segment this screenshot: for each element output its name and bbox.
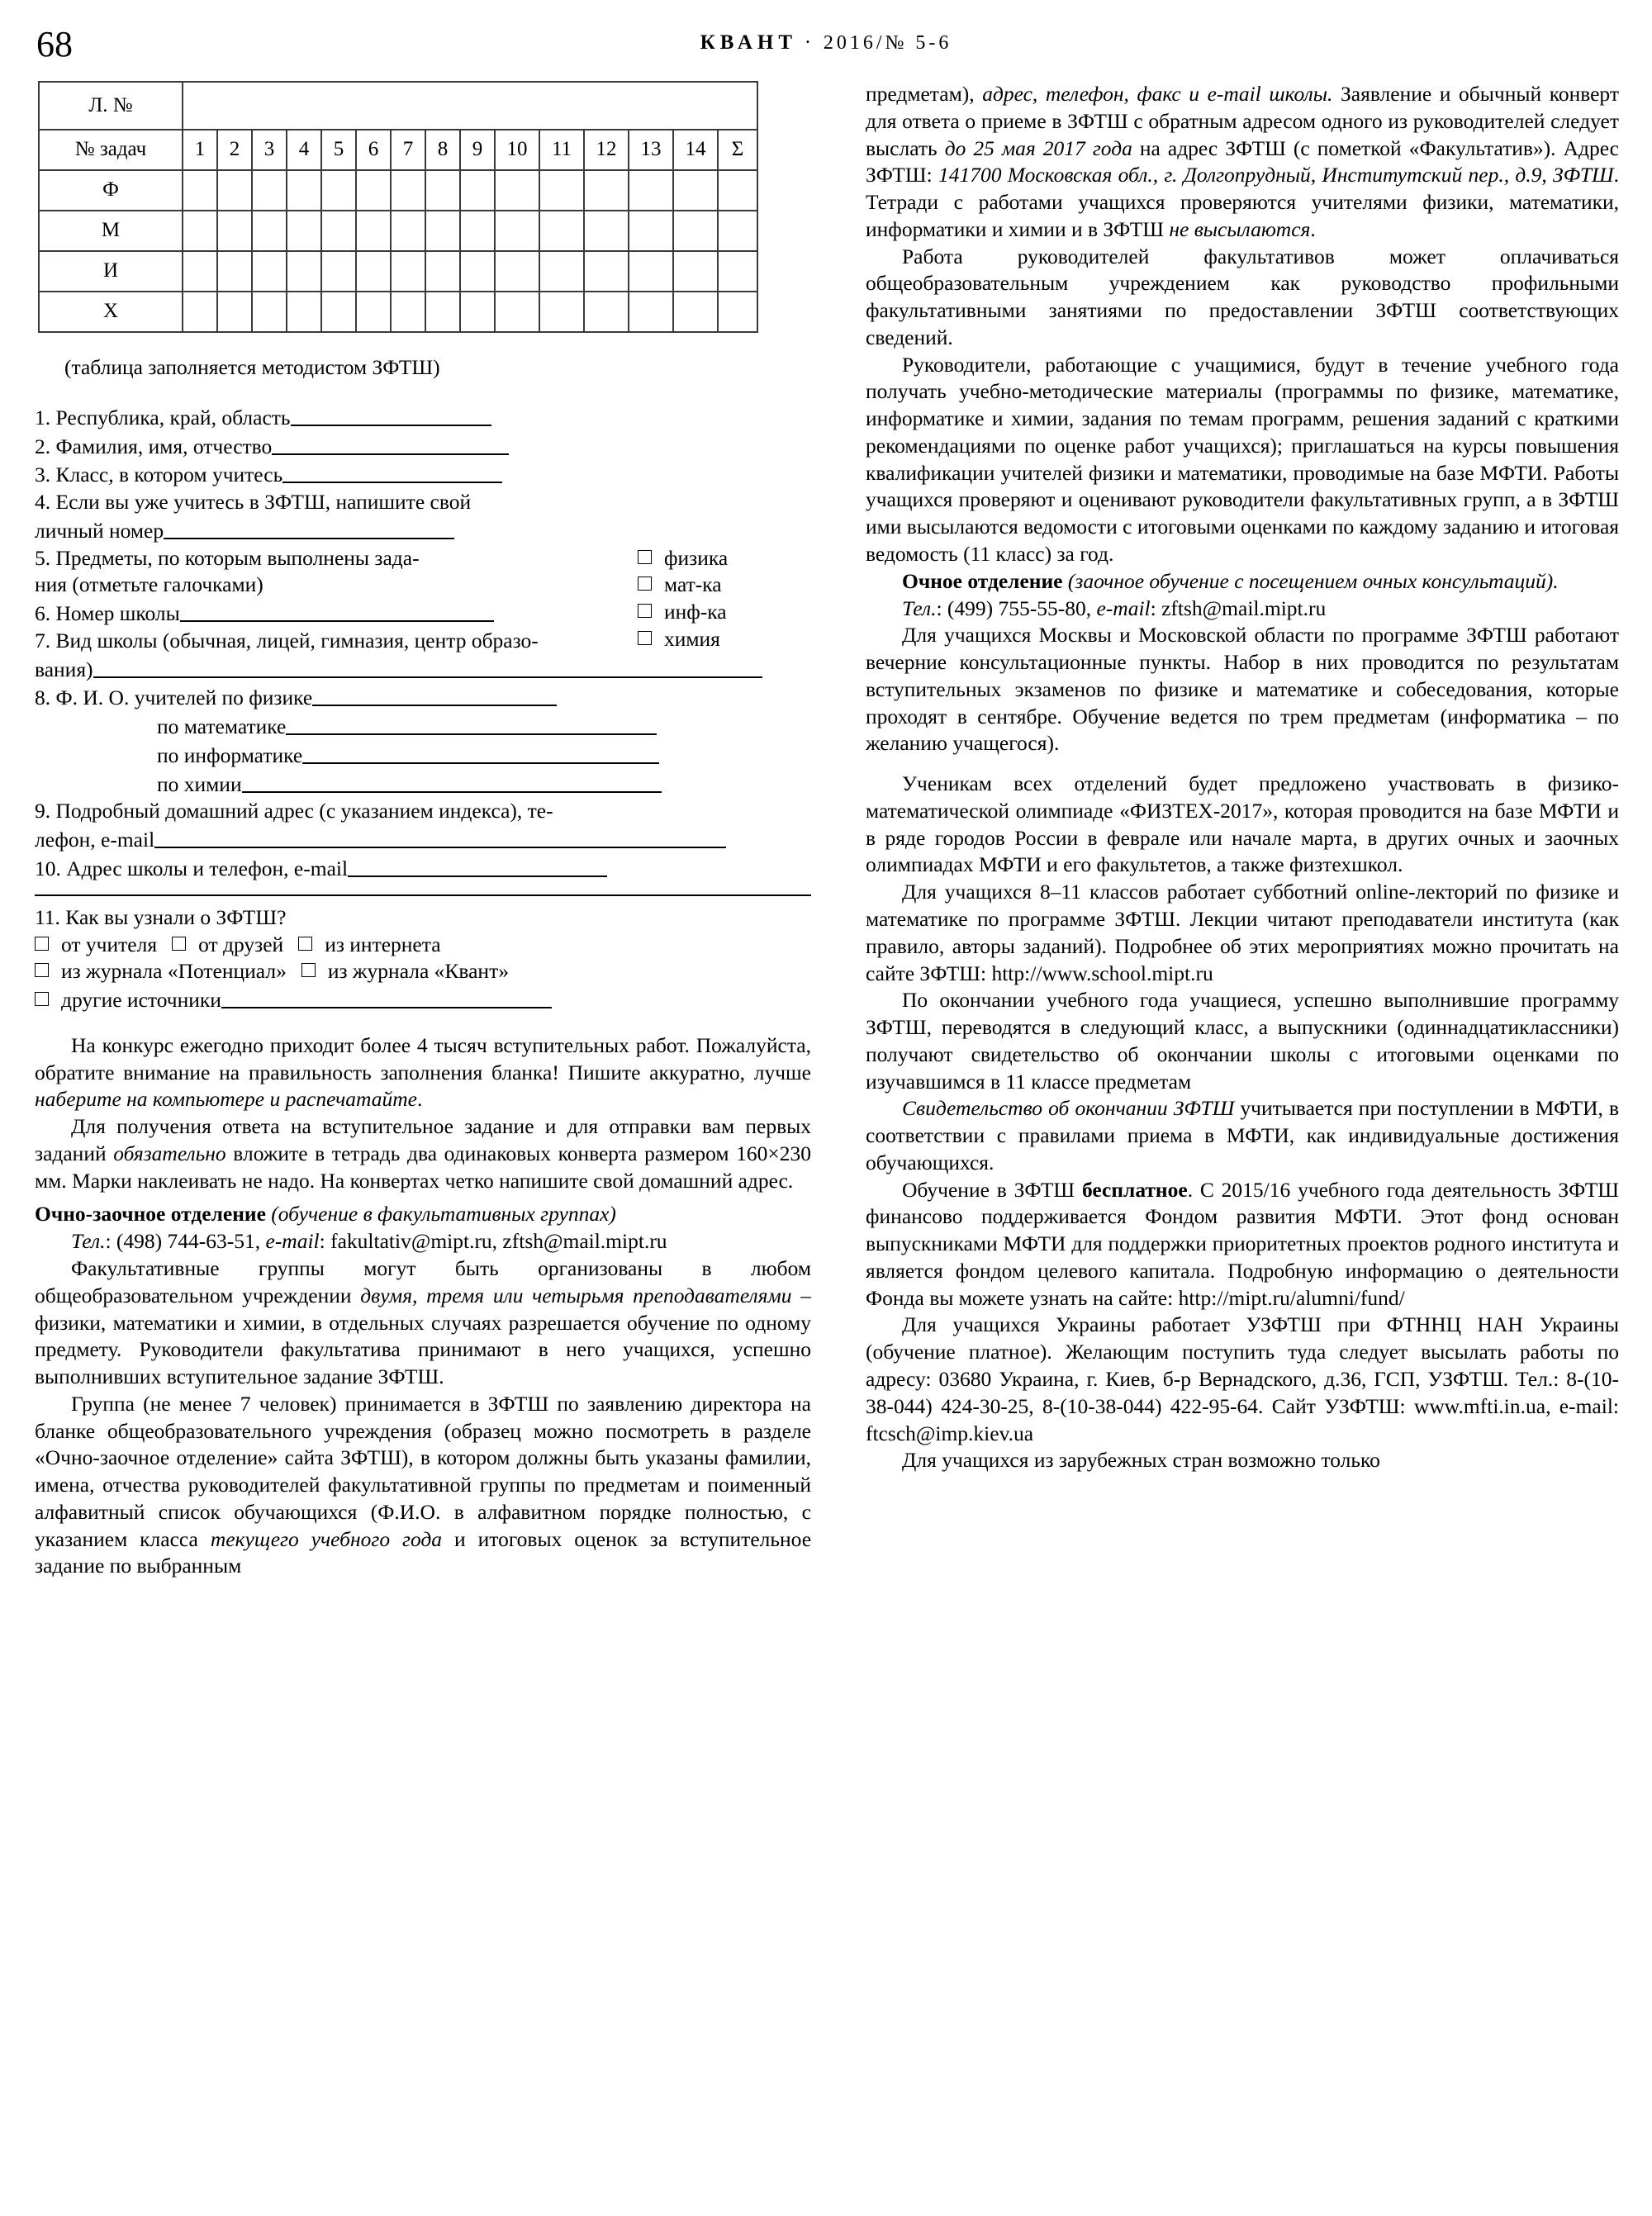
score-cell[interactable] bbox=[321, 211, 356, 251]
task-number-cell: 14 bbox=[673, 130, 718, 170]
score-cell[interactable] bbox=[584, 292, 629, 332]
form-item-label: личный номер bbox=[35, 518, 164, 543]
score-cell[interactable] bbox=[356, 251, 391, 292]
score-cell[interactable] bbox=[356, 170, 391, 211]
form-item-label: по химии bbox=[157, 771, 242, 796]
task-number-cell: 2 bbox=[217, 130, 252, 170]
checkbox-icon[interactable] bbox=[35, 937, 49, 951]
tel-label: Тел. bbox=[71, 1229, 106, 1254]
score-cell-sum[interactable] bbox=[718, 251, 757, 292]
right-p1-italic-3: 141700 Московская обл., г. Долгопрудный, Институтский пер., д.9, ЗФТШ bbox=[938, 163, 1614, 187]
form-item-label: Предметы, по которым выполнены зада- bbox=[55, 545, 420, 570]
form-input-line-8-physics[interactable] bbox=[312, 683, 557, 706]
checkbox-icon[interactable] bbox=[298, 937, 312, 951]
right-p9-b: . С 2015/16 учебного года деятельность ЗФТШ финансово поддерживается Фондом развития МФТИ. Этот фонд основан выпускниками МФТИ для поддержки приоритетных проектов родного института и является фондом целевого капитала. Подробную информацию о деятельности Фонда вы можете узнать на сайте: http://mipt.ru/alumni/fund/ bbox=[866, 1177, 1619, 1310]
task-number-cell: 7 bbox=[391, 130, 425, 170]
form-item-10 bbox=[35, 854, 811, 883]
right-p9-bold: бесплатное bbox=[1081, 1177, 1188, 1202]
score-cell[interactable] bbox=[673, 170, 718, 211]
email-value[interactable]: : fakultativ@mipt.ru, zftsh@mail.mipt.ru bbox=[319, 1229, 667, 1254]
tel-value: : (499) 755-55-80, bbox=[936, 596, 1097, 620]
score-cell[interactable] bbox=[356, 292, 391, 332]
task-number-cell: 13 bbox=[629, 130, 673, 170]
form-item-label: вания) bbox=[35, 657, 93, 681]
form-item-11-row1 bbox=[35, 932, 811, 959]
score-cell[interactable] bbox=[539, 211, 584, 251]
left-column bbox=[35, 81, 811, 1580]
score-cell[interactable] bbox=[356, 211, 391, 251]
checkbox-icon[interactable] bbox=[35, 963, 49, 977]
right-paragraph-4: Для учащихся Москвы и Московской области по программе ЗФТШ работают вечерние консультационные пункты. Набор в них проводится по результатам вступительных экзаменов по физике и математике и собеседования, которые проходят в сентябре. Обучение ведется по трем предметам (информатика – по желанию учащегося). bbox=[866, 623, 1619, 756]
form-input-line-11-other[interactable] bbox=[221, 985, 552, 1008]
right-p1-a: предметам), bbox=[866, 82, 983, 106]
score-cell[interactable] bbox=[287, 251, 321, 292]
running-head-separator: · bbox=[804, 31, 817, 54]
q11-option-kvant: из журнала «Квант» bbox=[327, 959, 509, 984]
form-input-line-4[interactable] bbox=[164, 516, 454, 539]
form-item-number: 1. bbox=[35, 405, 51, 429]
subject-label: мат-ка bbox=[664, 572, 722, 597]
left-p4-italic: текущего учебного года bbox=[210, 1526, 443, 1551]
right-p1-italic-1: адрес, телефон, факс и e-mail школы. bbox=[982, 82, 1333, 106]
score-cell[interactable] bbox=[183, 251, 217, 292]
form-item-label: Республика, край, область bbox=[55, 405, 291, 429]
form-item-11-row3 bbox=[35, 985, 811, 1014]
right-paragraph-8 bbox=[866, 1095, 1619, 1176]
score-cell-sum[interactable] bbox=[718, 292, 757, 332]
score-cell[interactable] bbox=[252, 251, 287, 292]
right-paragraph-1 bbox=[866, 81, 1619, 244]
section-subtitle-part-time: (обучение в факультативных группах) bbox=[271, 1202, 616, 1227]
left-p2-text: Для получения ответа на вступительное задание и для отправки вам первых заданий bbox=[35, 1114, 811, 1165]
email-label: e-mail bbox=[265, 1229, 320, 1254]
left-p1-italic: наберите на компьютере и распечатайте bbox=[35, 1087, 417, 1112]
form-input-line-7[interactable] bbox=[93, 655, 762, 678]
score-cell[interactable] bbox=[321, 292, 356, 332]
form-item-number: 10. bbox=[35, 857, 61, 881]
q11-option-friends: от друзей bbox=[198, 932, 284, 956]
score-cell[interactable] bbox=[217, 251, 252, 292]
form-item-7-cont bbox=[35, 655, 811, 684]
form-item-number: 8. bbox=[35, 686, 51, 710]
left-paragraph-4 bbox=[35, 1391, 811, 1580]
subject-label: инф-ка bbox=[664, 600, 727, 624]
task-number-cell: 5 bbox=[321, 130, 356, 170]
form-item-8-chemistry bbox=[35, 770, 811, 799]
section-title-full-time: Очное отделение bbox=[902, 568, 1063, 593]
right-paragraph-7: По окончании учебного года учащиеся, успешно выполнившие программу ЗФТШ, переводятся в следующий класс, а выпускники (одиннадцатиклассники) получают свидетельство об окончании школы с итоговыми оценками по изучавшимся в 11 классе предметам bbox=[866, 988, 1619, 1094]
form-item-label: Подробный домашний адрес (с указанием индекса), те- bbox=[55, 799, 553, 823]
email-value[interactable]: : zftsh@mail.mipt.ru bbox=[1150, 596, 1327, 620]
form-item-number: 9. bbox=[35, 799, 51, 823]
form-item-label: Если вы уже учитесь в ЗФТШ, напишите свой bbox=[55, 490, 472, 515]
form-input-line-9[interactable] bbox=[154, 825, 726, 848]
score-cell[interactable] bbox=[539, 292, 584, 332]
form-item-number: 4. bbox=[35, 490, 51, 515]
score-table bbox=[38, 81, 758, 333]
right-p9-a: Обучение в ЗФТШ bbox=[902, 1177, 1082, 1202]
q11-option-potential: из журнала «Потенциал» bbox=[61, 959, 287, 984]
form-input-line-6[interactable] bbox=[180, 599, 494, 622]
table-row bbox=[39, 130, 757, 170]
task-sum-header: Σ bbox=[718, 130, 757, 170]
email-label: e-mail bbox=[1096, 596, 1151, 620]
form-item-6 bbox=[35, 599, 811, 628]
score-cell[interactable] bbox=[287, 170, 321, 211]
left-p4-tail: и итоговых оценок за вступительное задание по выбранным bbox=[35, 1526, 812, 1578]
right-paragraph-10: Для учащихся Украины работает УЗФТШ при ФТННЦ НАН Украины (обучение платное). Желающим поступить туда следует высылать работы по адресу: 03680 Украина, г. Киев, б-р Вернадского, д.36, ГСП, УЗФТШ. Тел.: 8-(10-38-044) 424-30-25, 8-(10-38-044) 422-95-64. Сайт УЗФТШ: www.mfti.in.ua, e-mail: ftcsch@imp.kiev.ua bbox=[866, 1312, 1619, 1445]
score-cell[interactable] bbox=[629, 292, 673, 332]
certificate-rest: учитывается при поступлении в МФТИ, в соответствии с правилами приема в МФТИ, как индивидуальные достижения обучающихся. bbox=[866, 1096, 1620, 1174]
certificate-italic: Свидетельство об окончании ЗФТШ bbox=[902, 1096, 1235, 1121]
score-cell[interactable] bbox=[539, 251, 584, 292]
left-p4-text: Группа (не менее 7 человек) принимается в ЗФТШ по заявлению директора на бланке общеобразовательного учреждения (образец можно посмотреть в разделе «Очно-заочное отделение» сайта ЗФТШ), в котором должны быть указаны фамилии, имена, отчества руководителей факультативной группы по предметам и поименный алфавитный список обучающихся (Ф.И.О. в алфавитном порядке полностью, с указанием класса bbox=[35, 1391, 811, 1551]
score-cell[interactable] bbox=[425, 251, 460, 292]
q11-option-teacher: от учителя bbox=[61, 932, 158, 956]
running-head-issue: 2016/№ 5-6 bbox=[823, 32, 952, 54]
running-head bbox=[0, 31, 1652, 55]
score-cell[interactable] bbox=[217, 170, 252, 211]
score-cell[interactable] bbox=[321, 170, 356, 211]
left-paragraph-1 bbox=[35, 1032, 811, 1113]
score-cell[interactable] bbox=[252, 292, 287, 332]
form-input-line-2[interactable] bbox=[272, 432, 509, 455]
score-cell[interactable] bbox=[495, 292, 539, 332]
form-item-4 bbox=[35, 489, 811, 516]
score-cell[interactable] bbox=[584, 170, 629, 211]
score-cell[interactable] bbox=[321, 251, 356, 292]
right-p1-b: Заявление и обычный конверт для ответа о приеме в ЗФТШ с обратным адресом одного из руководителей следует выслать bbox=[866, 82, 1619, 160]
form-item-4-cont bbox=[35, 516, 811, 545]
form-input-line-10[interactable] bbox=[348, 854, 607, 877]
form-item-9 bbox=[35, 798, 811, 825]
subject-row-label-h: Х bbox=[39, 292, 183, 332]
score-cell[interactable] bbox=[391, 251, 425, 292]
right-paragraph-9 bbox=[866, 1177, 1619, 1312]
score-cell[interactable] bbox=[673, 251, 718, 292]
tel-value: : (498) 744-63-51, bbox=[105, 1229, 261, 1254]
table-row bbox=[39, 292, 757, 332]
score-cell[interactable] bbox=[460, 211, 495, 251]
form-input-line-8-math[interactable] bbox=[286, 712, 657, 735]
form-item-number: 3. bbox=[35, 463, 51, 487]
task-number-cell: 4 bbox=[287, 130, 321, 170]
score-cell[interactable] bbox=[183, 170, 217, 211]
form-item-3 bbox=[35, 460, 811, 489]
score-cell[interactable] bbox=[217, 211, 252, 251]
form-divider bbox=[35, 894, 811, 896]
right-p1-c: на адрес ЗФТШ (с пометкой «Факультатив»). Адрес ЗФТШ: bbox=[866, 135, 1619, 187]
score-cell[interactable] bbox=[584, 251, 629, 292]
task-number-cell: 11 bbox=[539, 130, 584, 170]
form-item-label: Вид школы (обычная, лицей, гимназия, центр образо- bbox=[55, 628, 539, 652]
subject-option-math[interactable] bbox=[638, 572, 819, 599]
form-item-label: Фамилия, имя, отчество bbox=[55, 434, 273, 458]
score-cell[interactable] bbox=[252, 170, 287, 211]
form-item-1 bbox=[35, 403, 811, 432]
score-cell[interactable] bbox=[287, 292, 321, 332]
score-cell[interactable] bbox=[217, 292, 252, 332]
form-item-number: 2. bbox=[35, 434, 51, 458]
task-number-cell: 10 bbox=[495, 130, 539, 170]
left-section-heading bbox=[35, 1201, 811, 1228]
form-item-8 bbox=[35, 683, 811, 712]
score-cell[interactable] bbox=[425, 170, 460, 211]
task-number-cell: 1 bbox=[183, 130, 217, 170]
right-p1-d: . Тетради с работами учащихся проверяются учителями физики, математики, информатики и химии и в ЗФТШ bbox=[866, 163, 1619, 241]
form-item-11-row2 bbox=[35, 958, 811, 985]
form-item-label: ния (отметьте галочками) bbox=[35, 572, 263, 597]
right-paragraph-11: Для учащихся из зарубежных стран возможно только bbox=[902, 1448, 1380, 1473]
score-cell-sum[interactable] bbox=[718, 170, 757, 211]
right-section-heading bbox=[866, 568, 1619, 596]
form-input-line-1[interactable] bbox=[291, 403, 491, 426]
table-row bbox=[39, 251, 757, 292]
subject-row-label-f: Ф bbox=[39, 170, 183, 211]
section-title-part-time: Очно-заочное отделение bbox=[35, 1202, 266, 1227]
table-row bbox=[39, 170, 757, 211]
task-number-cell: 6 bbox=[356, 130, 391, 170]
form-input-line-8-informatics[interactable] bbox=[302, 741, 659, 764]
task-number-cell: 12 bbox=[584, 130, 629, 170]
subject-row-label-i: И bbox=[39, 251, 183, 292]
right-paragraph-2: Работа руководителей факультативов может оплачиваться общеобразовательным учреждением как руководство профильными факультативными занятиями по предоставлении ЗФТШ соответствующих сведений. bbox=[866, 244, 1619, 349]
right-column bbox=[866, 81, 1619, 1474]
score-cell[interactable] bbox=[425, 211, 460, 251]
task-number-cell: 3 bbox=[252, 130, 287, 170]
score-table-label-tasks: № задач bbox=[39, 130, 183, 170]
running-head-magazine: КВАНТ bbox=[700, 31, 797, 54]
form-item-number: 5. bbox=[35, 545, 51, 570]
table-row bbox=[39, 82, 757, 130]
form-item-8-math bbox=[35, 712, 811, 741]
q11-option-other: другие источники bbox=[61, 988, 221, 1013]
score-cell[interactable] bbox=[391, 292, 425, 332]
form-item-7 bbox=[35, 628, 811, 655]
score-cell[interactable] bbox=[495, 211, 539, 251]
left-paragraph-3 bbox=[35, 1255, 811, 1391]
form-item-9-cont bbox=[35, 825, 811, 854]
right-p1-italic-2: до 25 мая 2017 года bbox=[944, 135, 1132, 160]
score-cell[interactable] bbox=[460, 251, 495, 292]
left-contact-line bbox=[35, 1228, 811, 1255]
score-cell[interactable] bbox=[391, 211, 425, 251]
right-contact-line bbox=[866, 596, 1619, 623]
score-cell-sum[interactable] bbox=[718, 211, 757, 251]
form-item-label: Адрес школы и телефон, e-mail bbox=[66, 857, 349, 881]
left-p3-italic: двумя, тремя или четырьмя преподавателями bbox=[360, 1283, 792, 1307]
score-cell[interactable] bbox=[495, 170, 539, 211]
left-p3-tail: – физики, математики и химии, в отдельных случаях разрешается обучение по одному предмету. Руководители факультатива принимают в него учащихся, успешно выполнивших вступительное задание ЗФТШ. bbox=[35, 1283, 812, 1389]
page-folio: 68 bbox=[36, 24, 73, 64]
left-p3-text: Факультативные группы могут быть организованы в любом общеобразовательном учреждении bbox=[35, 1255, 811, 1307]
score-cell[interactable] bbox=[425, 292, 460, 332]
form-item-label: по математике bbox=[157, 714, 287, 739]
form-item-number: 7. bbox=[35, 628, 51, 652]
task-number-cell: 8 bbox=[425, 130, 460, 170]
score-cell[interactable] bbox=[629, 211, 673, 251]
form-item-11-label: 11. Как вы узнали о ЗФТШ? bbox=[35, 904, 287, 929]
form-item-number: 6. bbox=[35, 601, 51, 626]
left-p2-italic: обязательно bbox=[113, 1141, 226, 1165]
score-cell[interactable] bbox=[629, 251, 673, 292]
checkbox-icon[interactable] bbox=[638, 577, 652, 591]
subject-row-label-m: М bbox=[39, 211, 183, 251]
right-paragraph-5: Ученикам всех отделений будет предложено участвовать в физико-математической олимпиаде «ФИЗТЕХ-2017», которая проводится на базе МФТИ и в ряде городов России в феврале или начале марта, в других очных и заочных олимпиадах МФТИ и его факультетов, а также физтехшкол. bbox=[866, 771, 1619, 877]
q11-option-internet: из интернета bbox=[325, 932, 441, 956]
right-p1-e: . bbox=[1310, 216, 1316, 241]
checkbox-icon[interactable] bbox=[638, 550, 652, 564]
form-item-label: Ф. И. О. учителей по физике bbox=[55, 686, 313, 710]
score-table-lno-blank[interactable] bbox=[183, 82, 757, 130]
score-cell[interactable] bbox=[460, 292, 495, 332]
score-cell[interactable] bbox=[495, 251, 539, 292]
score-cell[interactable] bbox=[183, 292, 217, 332]
score-cell[interactable] bbox=[673, 211, 718, 251]
score-table-note: (таблица заполняется методистом ЗФТШ) bbox=[64, 355, 440, 379]
form-input-line-8-chemistry[interactable] bbox=[242, 770, 662, 793]
checkbox-icon[interactable] bbox=[301, 963, 316, 977]
right-paragraph-6: Для учащихся 8–11 классов работает субботний online-лекторий по физике и математике по программе ЗФТШ. Лекции читают преподаватели института (как правило, авторы заданий). Подробнее об этих мероприятиях можно прочитать на сайте ЗФТШ: http://www.school.mipt.ru bbox=[866, 880, 1619, 985]
score-cell[interactable] bbox=[391, 170, 425, 211]
form-item-8-informatics bbox=[35, 741, 811, 770]
form-item-2 bbox=[35, 432, 811, 461]
tel-label: Тел. bbox=[902, 596, 937, 620]
right-paragraph-3: Руководители, работающие с учащимися, будут в течение учебного года получать учебно-методические материалы (программы по физике, математике, информатике и химии, задания по темам программ, решения заданий с краткими рекомендациями по оценке работ учащихся); приглашаться на курсы повышения квалификации учителей физики и математики, проводимые на базе МФТИ. Работы учащихся проверяют и оценивают руководители факультативных групп, а в ЗФТШ ими высылаются ведомости с итоговыми оценками по каждому заданию и итоговая ведомость (11 класс) за год. bbox=[866, 352, 1619, 567]
checkbox-icon[interactable] bbox=[35, 992, 49, 1006]
left-p2-tail: вложите в тетрадь два одинаковых конверта размером 160×230 мм. Марки наклеивать не надо. На конвертах четко напишите свой домашний адрес. bbox=[35, 1141, 812, 1193]
form-item-label: Класс, в котором учитесь bbox=[55, 463, 283, 487]
score-cell[interactable] bbox=[539, 170, 584, 211]
left-paragraph-2 bbox=[35, 1113, 811, 1194]
table-row bbox=[39, 211, 757, 251]
form-item-label: лефон, e-mail bbox=[35, 828, 155, 852]
score-cell[interactable] bbox=[673, 292, 718, 332]
right-p1-italic-4: не высылаются bbox=[1169, 216, 1311, 241]
left-p1-tail: . bbox=[417, 1087, 423, 1112]
score-table-label-lno: Л. № bbox=[39, 82, 183, 130]
score-cell[interactable] bbox=[629, 170, 673, 211]
section-subtitle-full-time: (заочное обучение с посещением очных консультаций). bbox=[1067, 568, 1559, 593]
form-input-line-3[interactable] bbox=[282, 460, 502, 483]
score-cell[interactable] bbox=[584, 211, 629, 251]
application-form bbox=[35, 403, 811, 1014]
score-cell[interactable] bbox=[460, 170, 495, 211]
subject-label: физика bbox=[664, 545, 729, 570]
score-cell[interactable] bbox=[183, 211, 217, 251]
score-cell[interactable] bbox=[287, 211, 321, 251]
left-p1-text: На конкурс ежегодно приходит более 4 тысяч вступительных работ. Пожалуйста, обратите внимание на правильность заполнения бланка! Пишите аккуратно, лучше bbox=[35, 1032, 811, 1084]
subject-label: химия bbox=[664, 626, 720, 651]
task-number-cell: 9 bbox=[460, 130, 495, 170]
checkbox-icon[interactable] bbox=[172, 937, 186, 951]
form-item-label: Номер школы bbox=[55, 601, 180, 626]
subject-option-physics[interactable] bbox=[638, 545, 819, 572]
form-item-label: по информатике bbox=[157, 743, 303, 767]
score-cell[interactable] bbox=[252, 211, 287, 251]
